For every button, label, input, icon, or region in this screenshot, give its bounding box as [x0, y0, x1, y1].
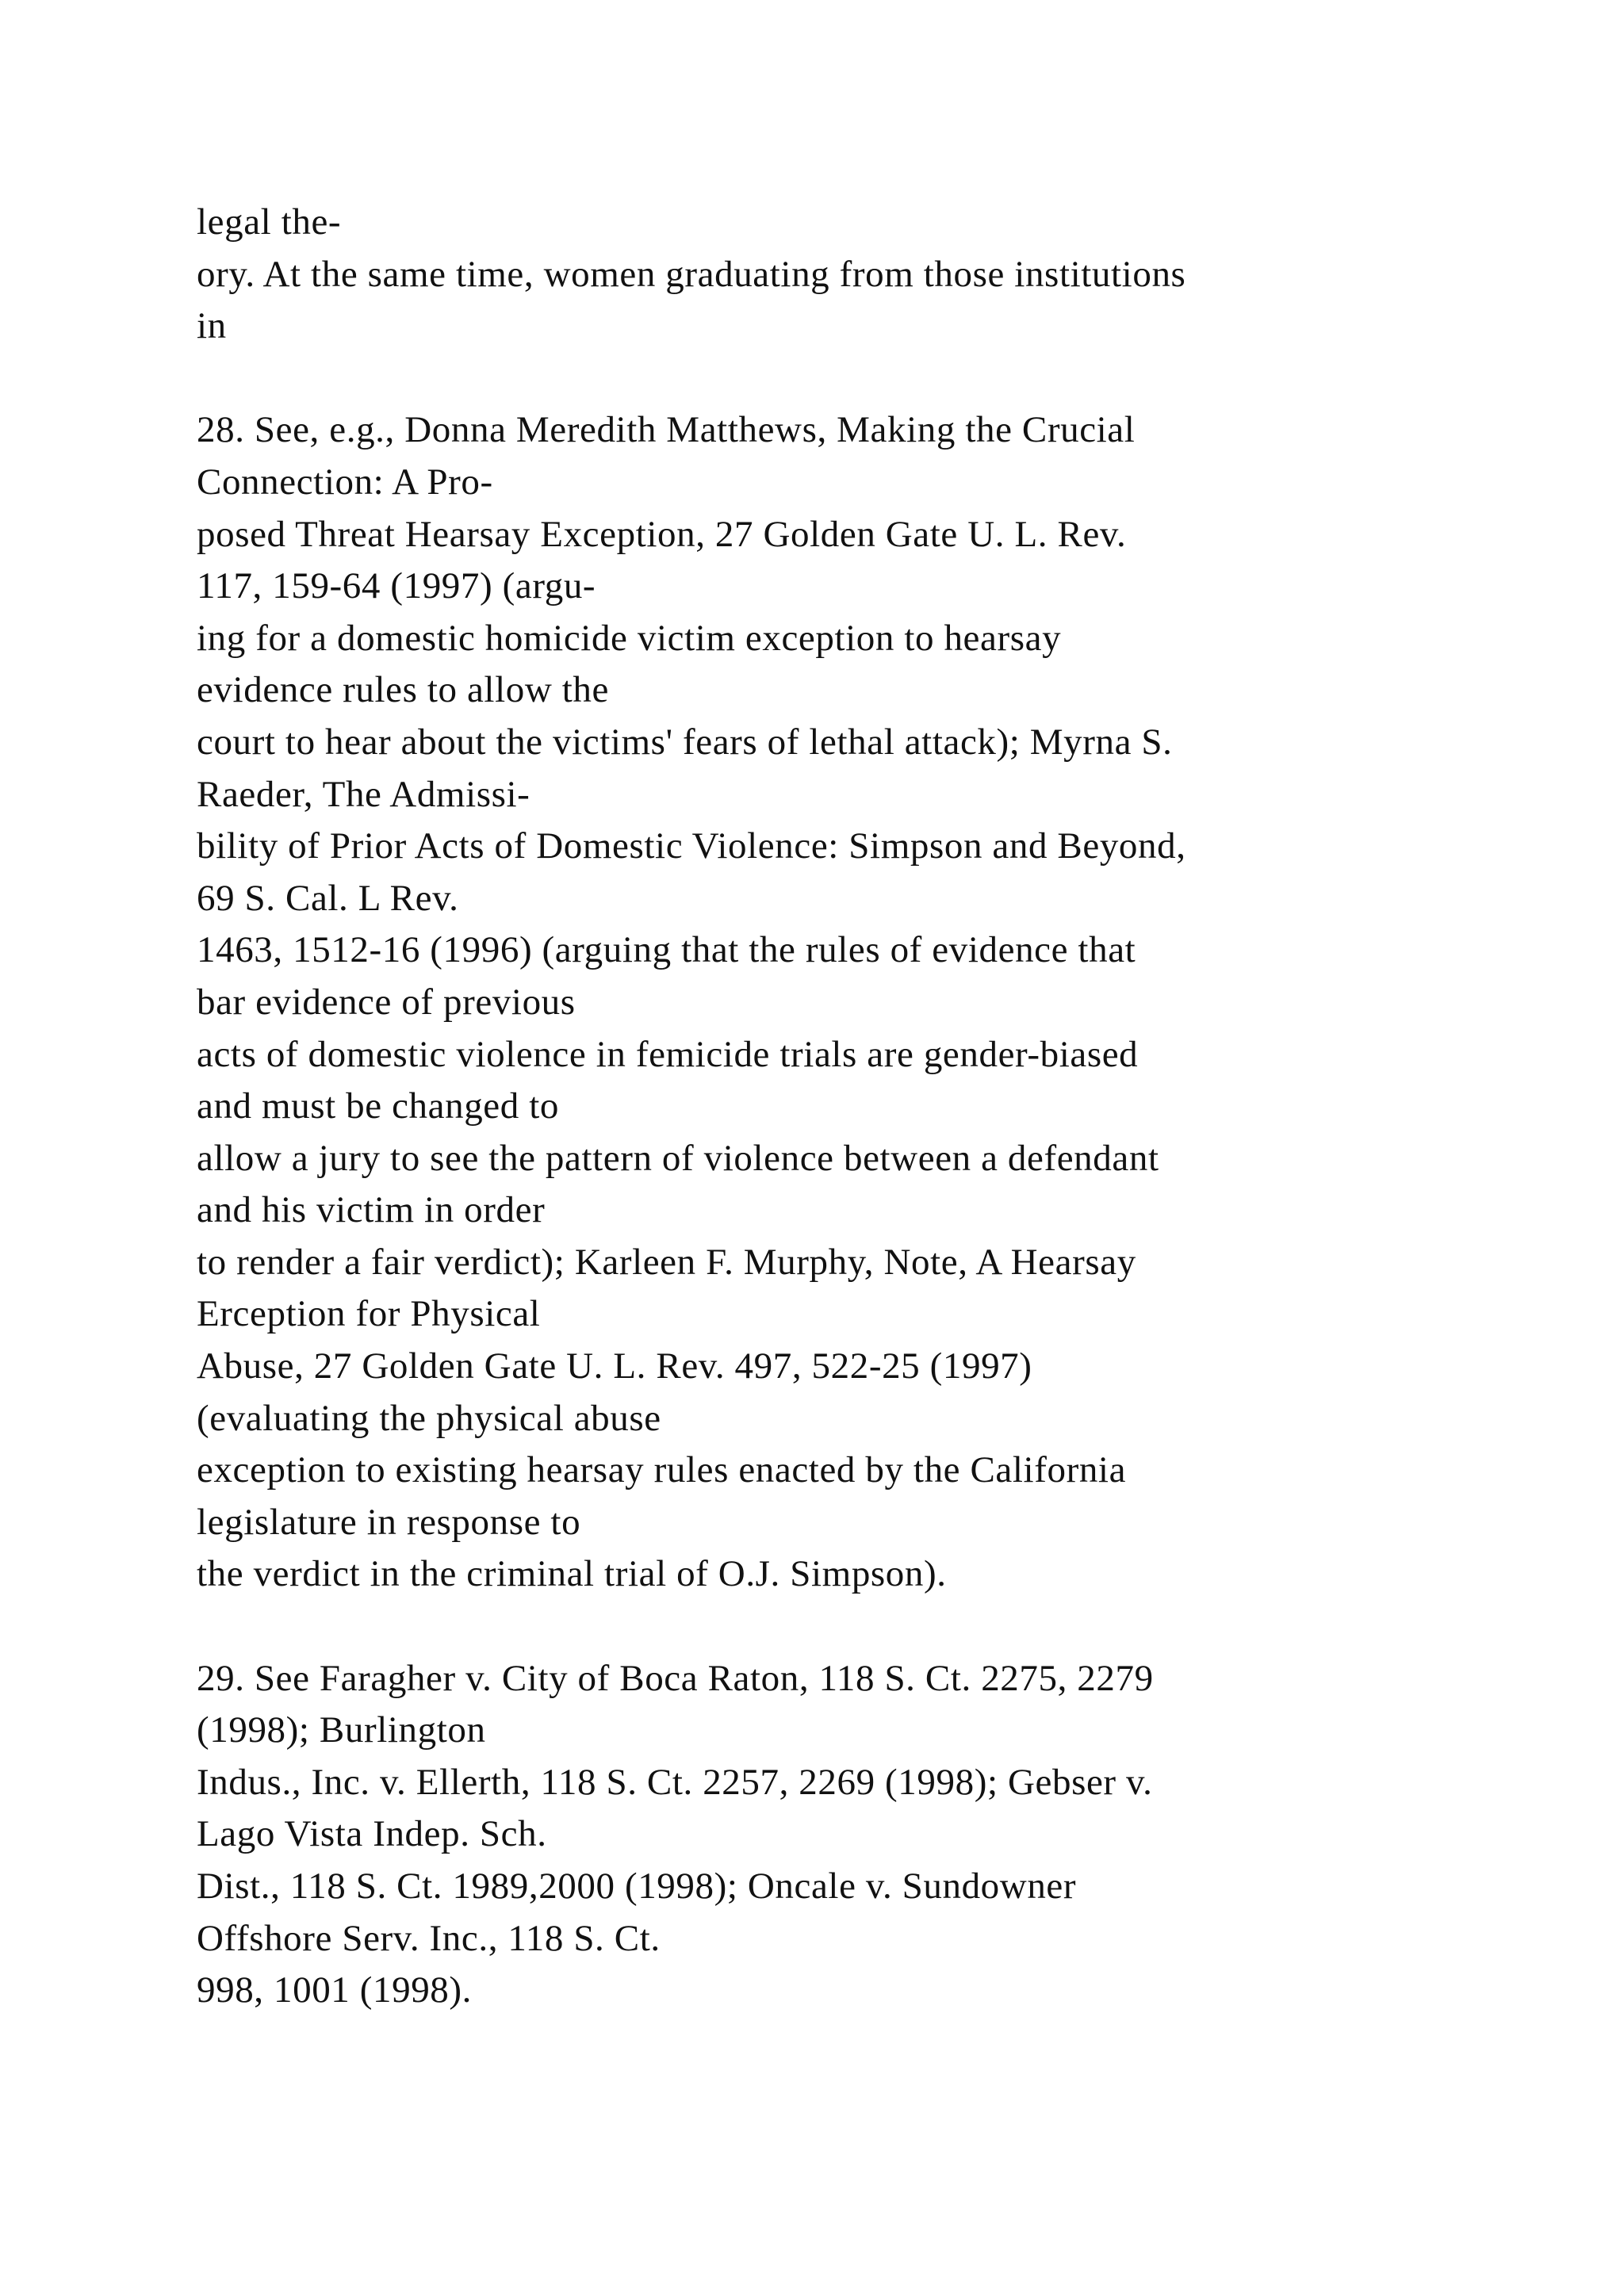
text-line: posed Threat Hearsay Exception, 27 Golden Gate U. L. Rev. [197, 513, 1127, 555]
text-line: in [197, 305, 227, 347]
text-line: 1463, 1512-16 (1996) (arguing that the rules of evidence that [197, 929, 1136, 971]
text-line: to render a fair verdict); Karleen F. Murphy, Note, A Hearsay [197, 1241, 1136, 1283]
text-line: Indus., Inc. v. Ellerth, 118 S. Ct. 2257, 2269 (1998); Gebser v. [197, 1761, 1153, 1803]
paragraph-spacer [197, 1601, 1497, 1653]
text-line: 29. See Faragher v. City of Boca Raton, 118 S. Ct. 2275, 2279 [197, 1657, 1154, 1699]
intro-paragraph [197, 197, 1497, 353]
text-line: (evaluating the physical abuse [197, 1397, 661, 1439]
text-line: (1998); Burlington [197, 1709, 486, 1751]
text-line: 69 S. Cal. L Rev. [197, 877, 459, 919]
text-line: court to hear about the victims' fears of lethal attack); Myrna S. [197, 721, 1173, 763]
text-line: Raeder, The Admissi- [197, 773, 530, 815]
text-line: exception to existing hearsay rules enacted by the California [197, 1449, 1127, 1491]
text-line: bility of Prior Acts of Domestic Violence: Simpson and Beyond, [197, 825, 1186, 867]
text-line: Connection: A Pro- [197, 461, 493, 503]
footnote-29 [197, 1653, 1497, 2017]
text-line: bar evidence of previous [197, 981, 576, 1023]
text-line: acts of domestic violence in femicide trials are gender-biased [197, 1033, 1139, 1075]
text-line: evidence rules to allow the [197, 669, 609, 711]
text-line: ory. At the same time, women graduating from those institutions [197, 253, 1186, 295]
text-line: Erception for Physical [197, 1293, 541, 1335]
paragraph-spacer [197, 353, 1497, 405]
text-line: legal the- [197, 201, 342, 243]
text-line: legislature in response to [197, 1501, 581, 1543]
text-line: the verdict in the criminal trial of O.J. Simpson). [197, 1553, 947, 1595]
text-line: and his victim in order [197, 1189, 546, 1231]
text-line: ing for a domestic homicide victim exception to hearsay [197, 617, 1062, 659]
text-line: Lago Vista Indep. Sch. [197, 1813, 547, 1855]
text-line: allow a jury to see the pattern of violence between a defendant [197, 1137, 1159, 1179]
text-line: 117, 159-64 (1997) (argu- [197, 565, 596, 607]
text-line: Dist., 118 S. Ct. 1989,2000 (1998); Oncale v. Sundowner [197, 1866, 1077, 1907]
text-line: 28. See, e.g., Donna Meredith Matthews, Making the Crucial [197, 409, 1136, 451]
document-body [197, 197, 1497, 2017]
text-line: 998, 1001 (1998). [197, 1969, 473, 2011]
footnote-28 [197, 404, 1497, 1601]
text-line: and must be changed to [197, 1085, 559, 1127]
text-line: Offshore Serv. Inc., 118 S. Ct. [197, 1917, 661, 1959]
text-line: Abuse, 27 Golden Gate U. L. Rev. 497, 522-25 (1997) [197, 1345, 1032, 1387]
